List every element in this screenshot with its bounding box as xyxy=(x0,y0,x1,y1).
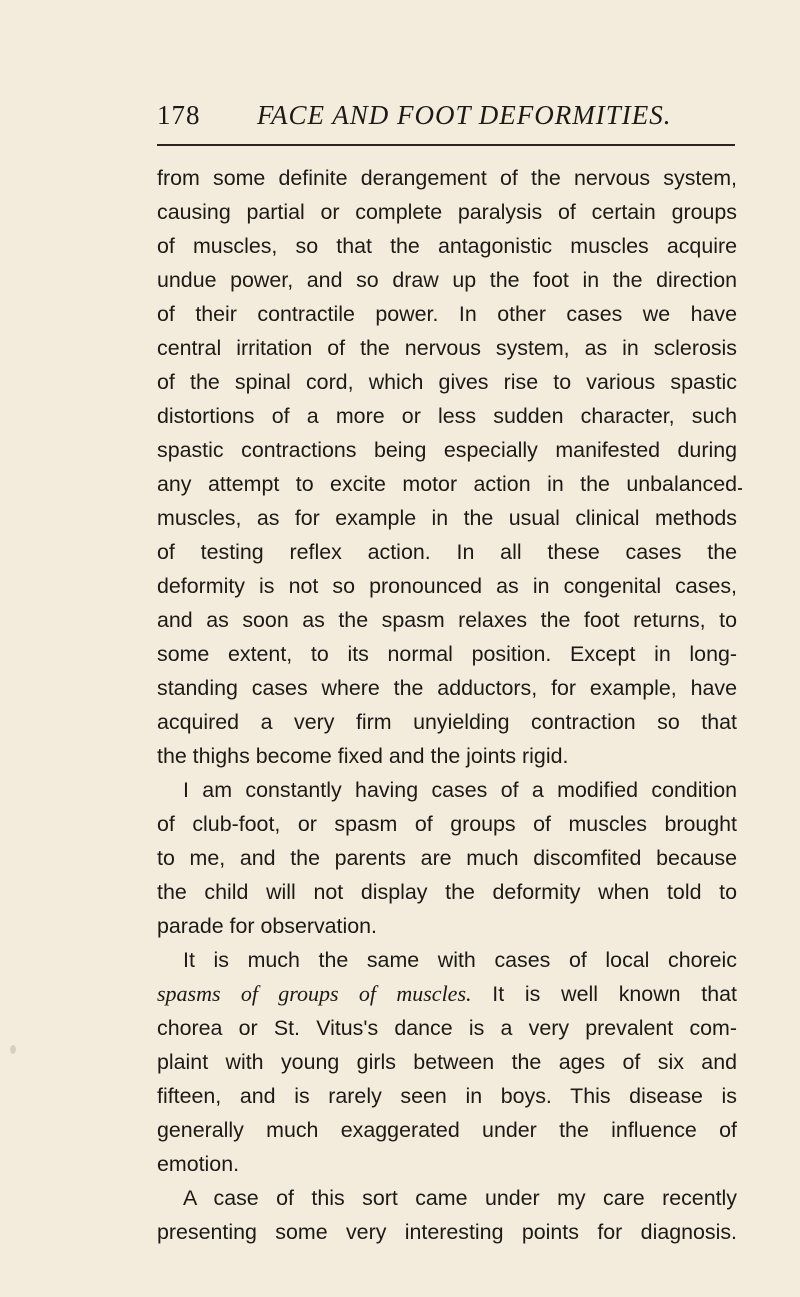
text-line: presenting some very interesting points for diagnosis. xyxy=(157,1220,737,1244)
text-line: acquired a very firm unyielding contraction so that xyxy=(157,710,737,734)
text-line: deformity is not so pronounced as in congenital cases, xyxy=(157,574,737,598)
text-line: to me, and the parents are much discomfited because xyxy=(157,846,737,870)
text-line: standing cases where the adductors, for example, have xyxy=(157,676,737,700)
text-line: A case of this sort came under my care recently xyxy=(183,1186,737,1210)
text-line: fifteen, and is rarely seen in boys. This disease is xyxy=(157,1084,737,1108)
text-line: of muscles, so that the antagonistic muscles acquire xyxy=(157,234,737,258)
page-number: 178 xyxy=(157,100,201,130)
text-line: muscles, as for example in the usual clinical methods xyxy=(157,506,737,530)
text-line: spastic contractions being especially manifested during xyxy=(157,438,737,462)
text-line: causing partial or complete paralysis of certain groups xyxy=(157,200,737,224)
running-title: FACE AND FOOT DEFORMITIES. xyxy=(257,100,672,130)
text-fragment: It is well known that xyxy=(471,982,737,1006)
text-line: the child will not display the deformity when told to xyxy=(157,880,737,904)
text-line: chorea or St. Vitus's dance is a very prevalent com- xyxy=(157,1016,737,1040)
italic-phrase: spasms of groups of muscles. xyxy=(157,981,472,1006)
text-line: It is much the same with cases of local choreic xyxy=(183,948,737,972)
header-rule xyxy=(157,144,735,146)
text-line: parade for observation. xyxy=(157,914,377,938)
text-line: emotion. xyxy=(157,1152,240,1176)
text-line: of club-foot, or spasm of groups of muscles brought xyxy=(157,812,737,836)
text-line: of testing reflex action. In all these cases the xyxy=(157,540,737,564)
text-line: the thighs become fixed and the joints rigid. xyxy=(157,744,569,768)
text-line: generally much exaggerated under the influence of xyxy=(157,1118,737,1142)
text-line: central irritation of the nervous system, as in sclerosis xyxy=(157,336,737,360)
text-line: undue power, and so draw up the foot in the direction xyxy=(157,268,737,292)
text-line: any attempt to excite motor action in the unbalanced xyxy=(157,472,737,496)
text-line: from some definite derangement of the nervous system, xyxy=(157,166,737,190)
text-line: some extent, to its normal position. Except in long- xyxy=(157,642,737,666)
text-line: distortions of a more or less sudden character, such xyxy=(157,404,737,428)
text-line-mixed xyxy=(157,977,737,1011)
text-line: and as soon as the spasm relaxes the foot returns, to xyxy=(157,608,737,632)
running-head xyxy=(157,98,737,132)
paper-speck xyxy=(10,1045,16,1054)
text-line: I am constantly having cases of a modified condition xyxy=(183,778,737,802)
text-line: of the spinal cord, which gives rise to various spastic xyxy=(157,370,737,394)
text-line: plaint with young girls between the ages of six and xyxy=(157,1050,737,1074)
text-line: of their contractile power. In other cases we have xyxy=(157,302,737,326)
body-text xyxy=(157,161,737,1249)
margin-mark xyxy=(738,488,742,490)
